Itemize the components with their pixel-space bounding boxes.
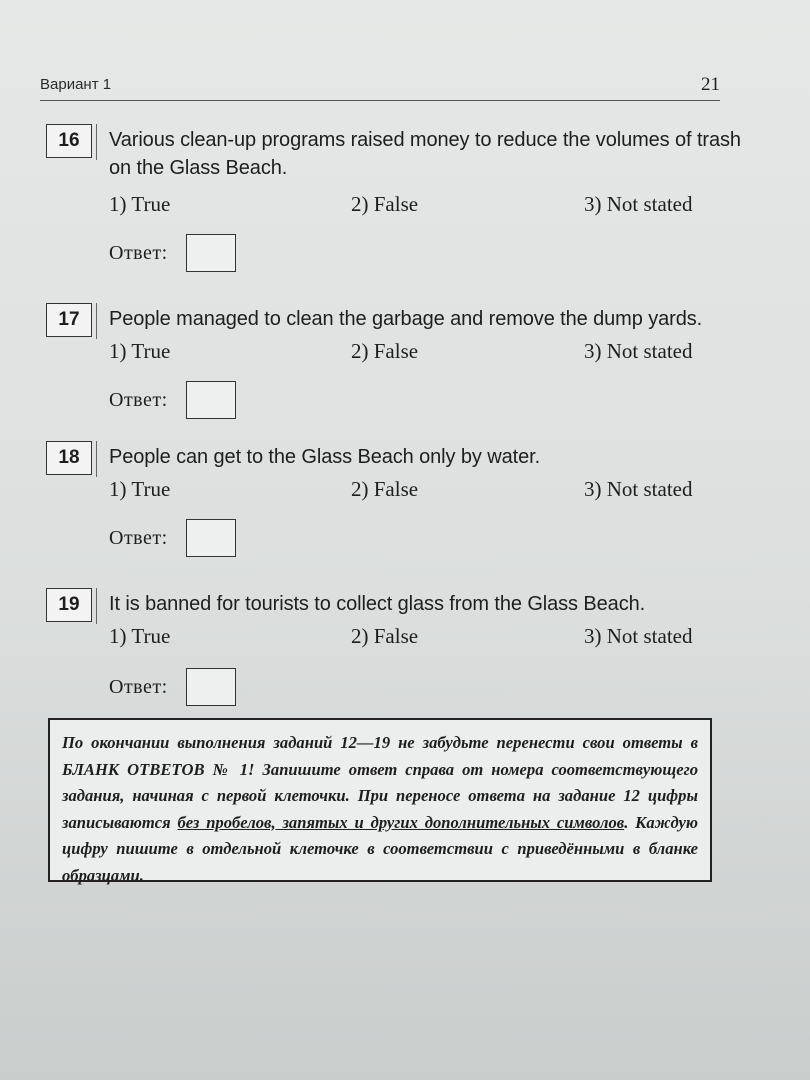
- task-number: 19: [46, 588, 92, 622]
- answer-box[interactable]: [186, 668, 236, 706]
- answer-box[interactable]: [186, 519, 236, 557]
- answer-box[interactable]: [186, 381, 236, 419]
- option-not-stated: 3) Not stated: [584, 192, 693, 216]
- task-text: Various clean-up programs raised money to reduce the volumes of trash on the Glass Beach.: [109, 129, 741, 179]
- task-number: 16: [46, 124, 92, 158]
- note-text-end: . Каждую цифру пишите в отдельной клеточке в соответствии с приведёнными в бланке образцами.: [62, 812, 699, 885]
- note-underlined-text: без пробелов, запятых и других дополнительных символов: [177, 812, 625, 832]
- divider: [96, 441, 97, 477]
- task-number: 17: [46, 303, 92, 337]
- task-text: People can get to the Glass Beach only by water.: [109, 446, 541, 468]
- option-false: 2) False: [351, 624, 419, 648]
- page-number: 21: [701, 74, 720, 95]
- option-true: 1) True: [109, 339, 171, 363]
- task-number: 18: [46, 441, 92, 475]
- answer-label: Ответ:: [109, 242, 168, 264]
- task-text: It is banned for tourists to collect glass from the Glass Beach.: [109, 593, 646, 615]
- task-text: People managed to clean the garbage and remove the dump yards.: [109, 308, 703, 330]
- answer-label: Ответ:: [109, 389, 168, 411]
- divider: [96, 124, 97, 160]
- divider: [96, 303, 97, 339]
- answer-label: Ответ:: [109, 676, 168, 698]
- divider: [96, 588, 97, 624]
- option-false: 2) False: [351, 477, 419, 501]
- note-text-start: По окончании выполнения заданий 12—19 не забудьте перенести свои ответы в БЛАНК ОТВЕТОВ № 1! Запишите ответ справа от номера соответствующего задания, начиная с первой клеточки. При переносе ответа на задание 12 цифры записываются: [62, 733, 698, 832]
- option-not-stated: 3) Not stated: [584, 624, 693, 648]
- option-not-stated: 3) Not stated: [584, 339, 693, 363]
- instruction-note: [48, 718, 712, 885]
- variant-label: Вариант 1: [40, 76, 112, 93]
- option-false: 2) False: [351, 339, 419, 363]
- answer-box[interactable]: [186, 234, 236, 272]
- page-header: [40, 72, 720, 101]
- option-true: 1) True: [109, 477, 171, 501]
- option-true: 1) True: [109, 624, 171, 648]
- option-true: 1) True: [109, 192, 171, 216]
- option-false: 2) False: [351, 192, 419, 216]
- answer-label: Ответ:: [109, 527, 168, 549]
- option-not-stated: 3) Not stated: [584, 477, 693, 501]
